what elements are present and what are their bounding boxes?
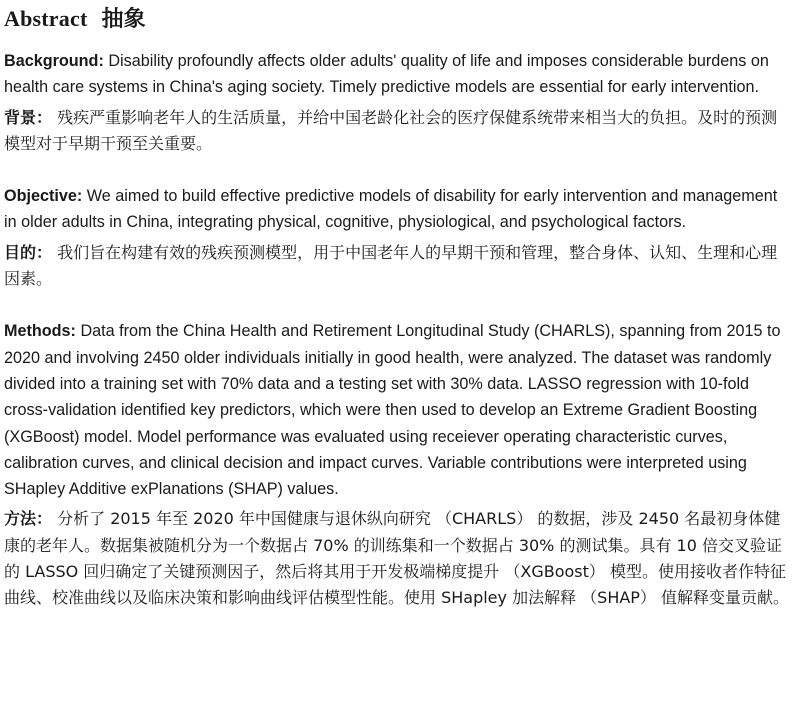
objective-zh-paragraph (4, 240, 792, 293)
title-english: Abstract (4, 6, 88, 31)
background-en-text: Disability profoundly affects older adults' quality of life and imposes considerable burdens on health care systems in China's aging society. Timely predictive models are essential for early intervention. (4, 52, 769, 97)
objective-en-paragraph (4, 183, 792, 236)
objective-en-text: We aimed to build effective predictive models of disability for early intervention and management in older adults in China, integrating physical, cognitive, physiological, and psychological factors. (4, 187, 778, 232)
section-gap (4, 292, 792, 318)
background-en-paragraph (4, 48, 792, 101)
methods-en-label: Methods: (4, 322, 76, 341)
methods-zh-paragraph (4, 506, 792, 611)
background-zh-text: 残疾严重影响老年人的生活质量，并给中国老龄化社会的医疗保健系统带来相当大的负担。及时的预测模型对于早期干预至关重要。 (4, 107, 778, 153)
section-gap (4, 157, 792, 183)
methods-zh-label: 方法： (4, 509, 53, 529)
title-chinese: 抽象 (101, 7, 146, 32)
methods-zh-text: 分析了 2015 年至 2020 年中国健康与退休纵向研究 （CHARLS） 的数据，涉及 2450 名最初身体健康的老年人。数据集被随机分为一个数据占 70% 的训练集和一个数据占 30% 的测试集。具有 10 倍交叉验证的 LASSO 回归确定了关键预测因子，然后将其用于开发极端梯度提升 （XGBoost） 模型。使用接收者作特征曲线、校准曲线以及临床决策和影响曲线评估模型性能。使用 SHapley 加法解释 （SHAP） 值解释变量贡献。 (4, 509, 790, 608)
methods-en-text: Data from the China Health and Retirement Longitudinal Study (CHARLS), spanning from 2015 to 2020 and involving 2450 older individuals initially in good health, were analyzed. The dataset was randomly divided into a training set with 70% data and a testing set with 30% data. LASSO regression with 10-fold cross-validation identified key predictors, which were then used to develop an Extreme Gradient Boosting (XGBoost) model. Model performance was evaluated using receiever operating characteristic curves, calibration curves, and clinical decision and impact curves. Variable contributions were interpreted using SHapley Additive exPlanations (SHAP) values. (4, 322, 781, 499)
objective-zh-text: 我们旨在构建有效的残疾预测模型，用于中国老年人的早期干预和管理，整合身体、认知、生理和心理因素。 (4, 242, 778, 289)
background-en-label: Background: (4, 52, 104, 70)
methods-en-paragraph (4, 318, 792, 502)
background-zh-paragraph (4, 105, 792, 158)
objective-en-label: Objective: (4, 187, 83, 206)
background-zh-label: 背景： (4, 107, 53, 127)
objective-zh-label: 目的： (4, 242, 53, 262)
abstract-title (4, 4, 792, 35)
